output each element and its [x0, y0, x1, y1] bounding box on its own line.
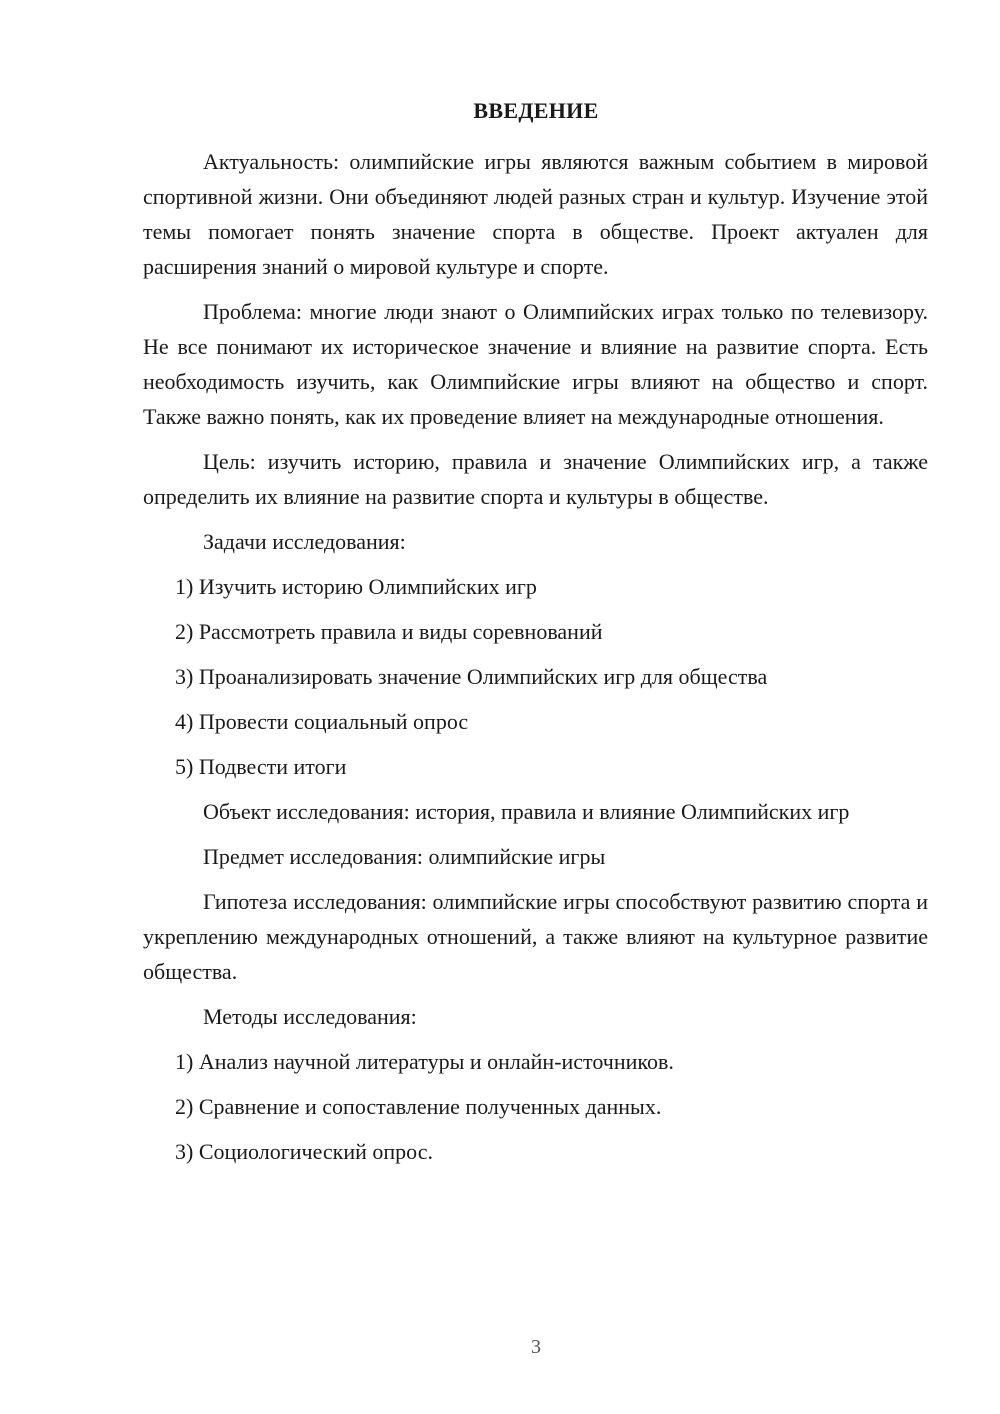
- task-item: 4) Провести социальный опрос: [175, 709, 469, 734]
- task-item: 3) Проанализировать значение Олимпийских игр для общества: [175, 664, 768, 689]
- tasks-heading: Задачи исследования:: [203, 529, 406, 554]
- method-item: 2) Сравнение и сопоставление полученных данных.: [175, 1094, 662, 1119]
- relevance-paragraph: Актуальность: олимпийские игры являются важным событием в мировой спортивной жизни. Они объединяют людей разных стран и культур. Изучение этой темы помогает понять значение спорта в обществе. Проект актуален для расширения знаний о мировой культуре и спорте.: [143, 149, 928, 279]
- methods-list: [143, 1044, 928, 1169]
- hypothesis-paragraph: Гипотеза исследования: олимпийские игры способствуют развитию спорта и укреплению международных отношений, а также влияют на культурное развитие общества.: [143, 889, 928, 984]
- page-body: [143, 144, 928, 1179]
- goal-paragraph: Цель: изучить историю, правила и значение Олимпийских игр, а также определить их влияние на развитие спорта и культуры в обществе.: [143, 449, 928, 509]
- task-item: 5) Подвести итоги: [175, 754, 347, 779]
- task-item: 1) Изучить историю Олимпийских игр: [175, 574, 537, 599]
- page-number: 3: [531, 1336, 541, 1358]
- object-paragraph: Объект исследования: история, правила и влияние Олимпийских игр: [203, 799, 850, 824]
- task-item: 2) Рассмотреть правила и виды соревнований: [175, 619, 603, 644]
- tasks-list: [143, 569, 928, 784]
- problem-paragraph: Проблема: многие люди знают о Олимпийских играх только по телевизору. Не все понимают их историческое значение и влияние на развитие спорта. Есть необходимость изучить, как Олимпийские игры влияют на общество и спорт. Также важно понять, как их проведение влияет на международные отношения.: [143, 299, 928, 429]
- subject-paragraph: Предмет исследования: олимпийские игры: [203, 844, 606, 869]
- method-item: 1) Анализ научной литературы и онлайн-источников.: [175, 1049, 674, 1074]
- methods-heading: Методы исследования:: [203, 1004, 417, 1029]
- method-item: 3) Социологический опрос.: [175, 1139, 433, 1164]
- page-title: ВВЕДЕНИЕ: [473, 98, 599, 123]
